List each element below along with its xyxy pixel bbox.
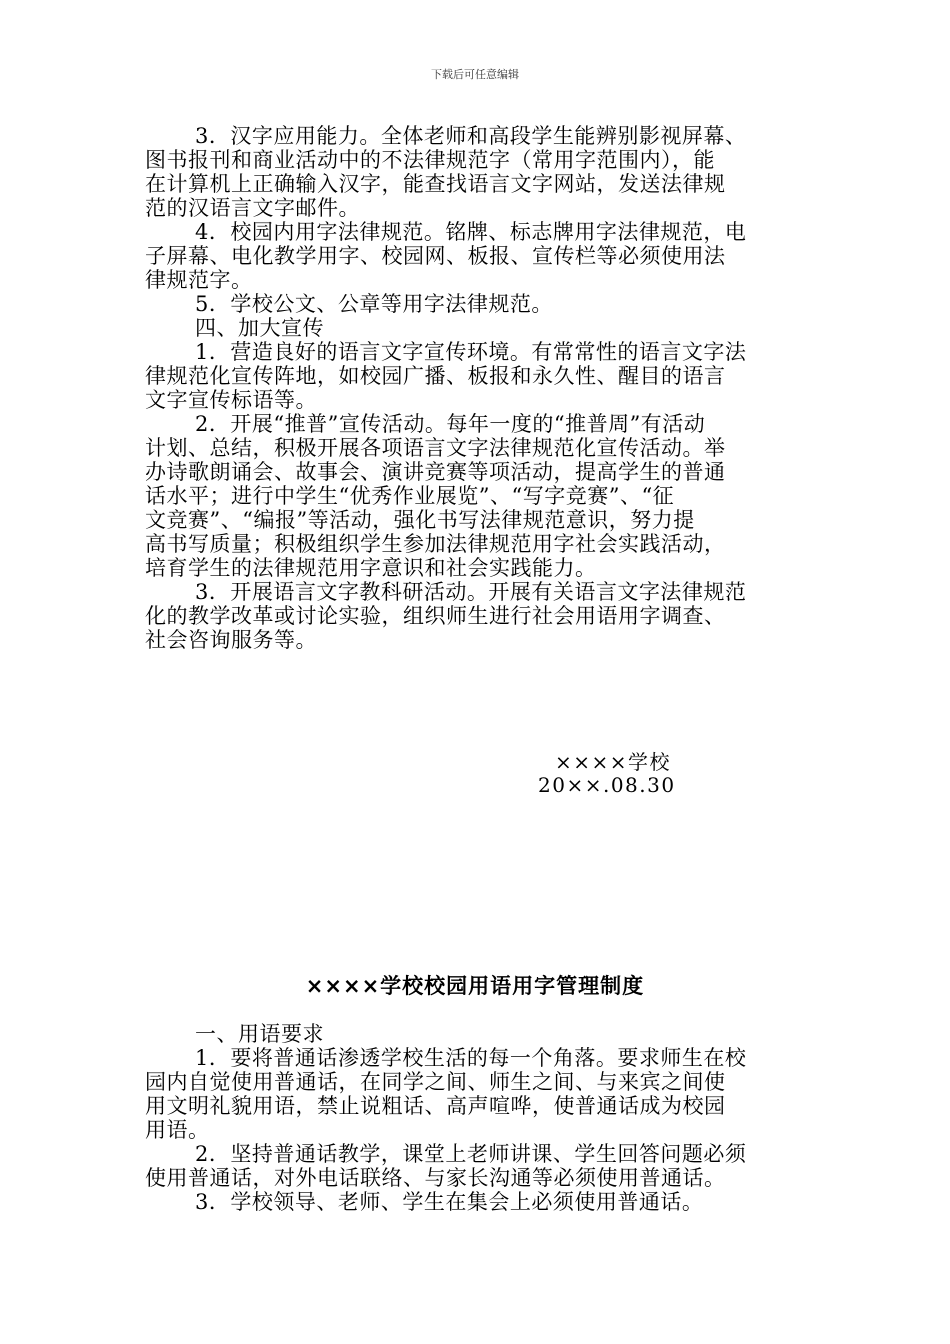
- paragraph-line: 3．汉字应用能力。全体老师和高段学生能辨别影视屏幕、: [195, 124, 747, 148]
- page-header: 下载后可任意编辑: [431, 68, 519, 81]
- paragraph-line: 在计算机上正确输入汉字，能查找语言文字网站，发送法律规: [145, 172, 726, 196]
- paragraph-line: 话水平；进行中学生“优秀作业展览”、“写字竞赛”、“征: [145, 484, 675, 508]
- document-title: ××××学校校园用语用字管理制度: [305, 974, 645, 998]
- paragraph-line: 1．营造良好的语言文字宣传环境。有常常性的语言文字法: [195, 340, 747, 364]
- paragraph-line: 社会咨询服务等。: [145, 628, 317, 652]
- paragraph-line: 园内自觉使用普通话，在同学之间、师生之间、与来宾之间使: [145, 1070, 726, 1094]
- paragraph-line: 文字宣传标语等。: [145, 388, 317, 412]
- paragraph-line: 2．坚持普通话教学，课堂上老师讲课、学生回答问题必须: [195, 1142, 747, 1166]
- paragraph-line: 3．开展语言文字教科研活动。开展有关语言文字法律规范: [195, 580, 747, 604]
- paragraph-line: 用语。: [145, 1118, 210, 1142]
- paragraph-line: 范的汉语言文字邮件。: [145, 196, 360, 220]
- paragraph-line: 律规范字。: [145, 268, 253, 292]
- paragraph-line: 子屏幕、电化教学用字、校园网、板报、宣传栏等必须使用法: [145, 244, 726, 268]
- paragraph-line: 计划、总结，积极开展各项语言文字法律规范化宣传活动。举: [145, 436, 726, 460]
- section-heading: 一、用语要求: [195, 1022, 324, 1046]
- paragraph-line: 使用普通话，对外电话联络、与家长沟通等必须使用普通话。: [145, 1166, 726, 1190]
- paragraph-line: 4．校园内用字法律规范。铭牌、标志牌用字法律规范，电: [195, 220, 747, 244]
- section-two-body: [145, 1022, 815, 1214]
- paragraph-line: 图书报刊和商业活动中的不法律规范字（常用字范围内），能: [145, 148, 715, 172]
- signature-date: 20××.08.30: [538, 773, 676, 797]
- paragraph-line: 高书写质量；积极组织学生参加法律规范用字社会实践活动，: [145, 532, 726, 556]
- paragraph-line: 3．学校领导、老师、学生在集会上必须使用普通话。: [195, 1190, 704, 1214]
- paragraph-line: 化的教学改革或讨论实验，组织师生进行社会用语用字调查、: [145, 604, 726, 628]
- paragraph-line: 培育学生的法律规范用字意识和社会实践能力。: [145, 556, 597, 580]
- paragraph-line: 律规范化宣传阵地，如校园广播、板报和永久性、醒目的语言: [145, 364, 726, 388]
- paragraph-line: 办诗歌朗诵会、故事会、演讲竞赛等项活动，提高学生的普通: [145, 460, 726, 484]
- paragraph-line: 2．开展“推普”宣传活动。每年一度的“推普周”有活动: [195, 412, 706, 436]
- paragraph-line: 5．学校公文、公章等用字法律规范。: [195, 292, 553, 316]
- paragraph-line: 用文明礼貌用语，禁止说粗话、高声喧哗，使普通话成为校园: [145, 1094, 726, 1118]
- paragraph-line: 1．要将普通话渗透学校生活的每一个角落。要求师生在校: [195, 1046, 747, 1070]
- signature-school: ××××学校: [555, 750, 672, 774]
- paragraph-line: 文竞赛”、“编报”等活动，强化书写法律规范意识，努力提: [145, 508, 695, 532]
- section-one-body: [145, 124, 815, 652]
- section-heading: 四、加大宣传: [195, 316, 324, 340]
